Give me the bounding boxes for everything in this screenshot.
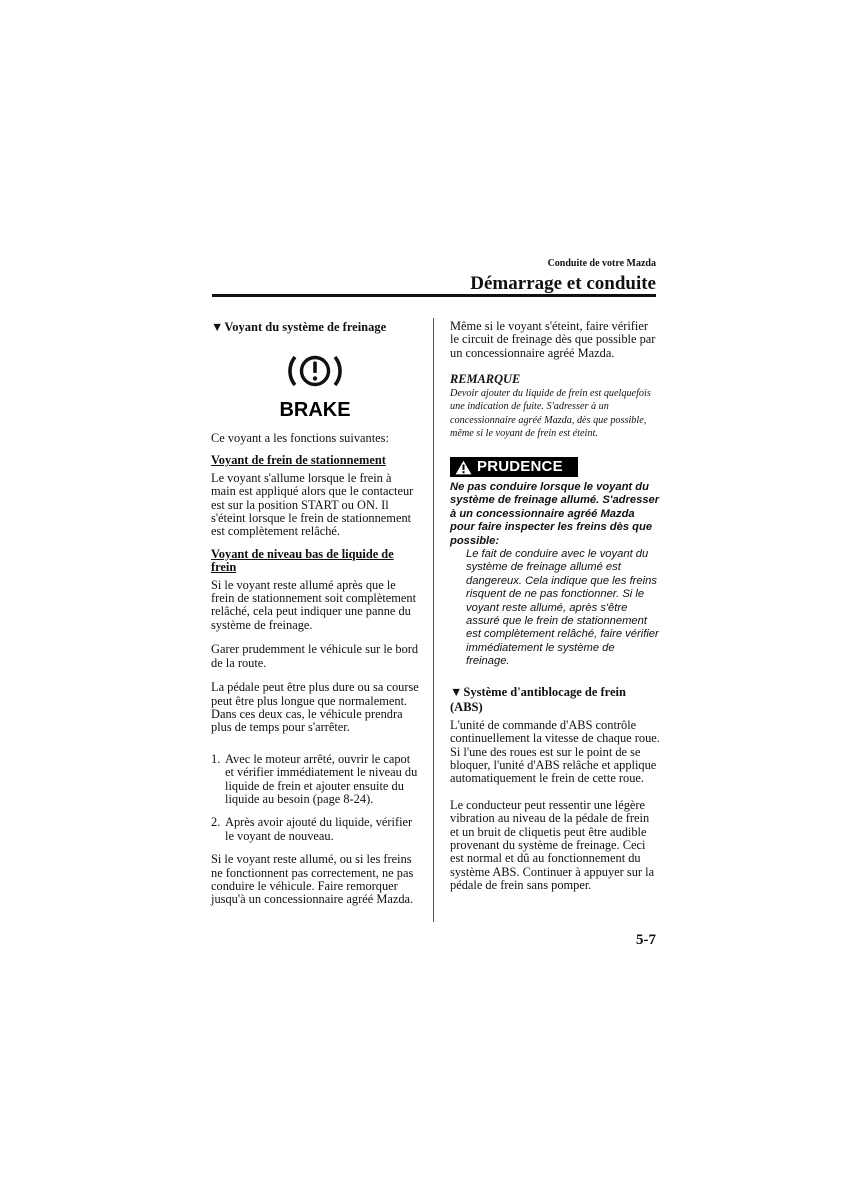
step-number: 1. [211, 751, 221, 766]
warning-triangle-icon [455, 460, 472, 475]
note-title: REMARQUE [450, 372, 521, 387]
list-item [211, 816, 419, 843]
header-rule [212, 294, 656, 297]
parking-brake-text: Le voyant s'allume lorsque le frein à main est appliqué alors que le contacteur est sur la position START ou ON. Il s'éteint lorsque le frein de stationnement est complètement relâché. [211, 470, 414, 539]
brake-system-heading [211, 320, 419, 335]
steps-list [211, 753, 419, 843]
continued-text: Même si le voyant s'éteint, faire vérifier le circuit de freinage dès que possible par un concessionnaire agréé Mazda. [450, 319, 656, 360]
right-column [450, 320, 660, 893]
list-item [211, 753, 419, 807]
step-text: Après avoir ajouté du liquide, vérifier le voyant de nouveau. [225, 815, 413, 843]
note-text: Devoir ajouter du liquide de frein est quelquefois une indication de fuite. S'adresser à un concessionnaire agréé Mazda, dès que possible, même si le voyant de frein est éteint. [450, 387, 651, 440]
abs-text-1: L'unité de commande d'ABS contrôle continuellement la vitesse de chaque roue. Si l'une des roues est sur le point de se bloquer, l'unité d'ABS relâche et applique automatiquement le frein de cette roue. [450, 717, 660, 786]
brake-system-heading-text: Voyant du système de freinage [224, 320, 387, 334]
step-text: Avec le moteur arrêté, ouvrir le capot et vérifier immédiatement le niveau du liquide de frein et ajouter ensuite du liquide au besoin (page 8-24). [225, 751, 418, 806]
caution-lead: Ne pas conduire lorsque le voyant du système de freinage allumé. S'adresser à un concessionnaire agréé Mazda pour faire inspecter les freins dès que possible: [450, 481, 660, 547]
caution-body: Le fait de conduire avec le voyant du système de freinage allumé est dangereux. Cela indique que les freins risquent de ne pas fonctionner. Si le voyant reste allumé, après s'être assuré que le frein de stationnement est complètement relâché, faire vérifier immédiatement le système de freinage. [466, 548, 659, 668]
chapter-subtitle: Conduite de votre Mazda [547, 258, 656, 269]
park-safely-text: Garer prudemment le véhicule sur le bord de la route. [211, 642, 419, 670]
abs-heading [450, 685, 660, 715]
page-header [212, 258, 656, 296]
column-divider [433, 318, 434, 922]
brake-warning-icon [278, 349, 352, 421]
low-fluid-heading: Voyant de niveau bas de liquide de frein [211, 546, 394, 575]
left-column [211, 320, 419, 907]
chapter-title: Démarrage et conduite [470, 273, 656, 294]
step-number: 2. [211, 815, 221, 830]
page-number: 5-7 [636, 932, 656, 948]
intro-text: Ce voyant a les fonctions suivantes: [211, 431, 389, 445]
final-text: Si le voyant reste allumé, ou si les freins ne fonctionnent pas correctement, ne pas conduire le véhicule. Faire remorquer jusqu'à un concessionnaire agréé Mazda. [211, 852, 414, 907]
caution-label: PRUDENCE [477, 458, 563, 476]
down-triangle-icon: ▼ [211, 320, 224, 334]
pedal-text: La pédale peut être plus dure ou sa course peut être plus longue que normalement. Dans ces deux cas, le véhicule prendra plus de temps pour s'arrêter. [211, 680, 419, 735]
abs-heading-text: Système d'antiblocage de frein (ABS) [450, 684, 626, 714]
caution-banner [450, 457, 578, 477]
low-fluid-text: Si le voyant reste allumé après que le frein de stationnement soit complètement relâché, cela peut indiquer une panne du système de freinage. [211, 577, 417, 632]
parking-brake-heading: Voyant de frein de stationnement [211, 453, 386, 468]
down-triangle-icon: ▼ [450, 684, 463, 699]
abs-text-2: Le conducteur peut ressentir une légère vibration au niveau de la pédale de frein et un bruit de cliquetis peut être audible provenant du système de freinage. Ceci est normal et dû au fonctionnement du système ABS. Continuer à appuyer sur la pédale de frein sans pomper. [450, 797, 655, 893]
brake-icon-label: BRAKE [279, 399, 351, 421]
